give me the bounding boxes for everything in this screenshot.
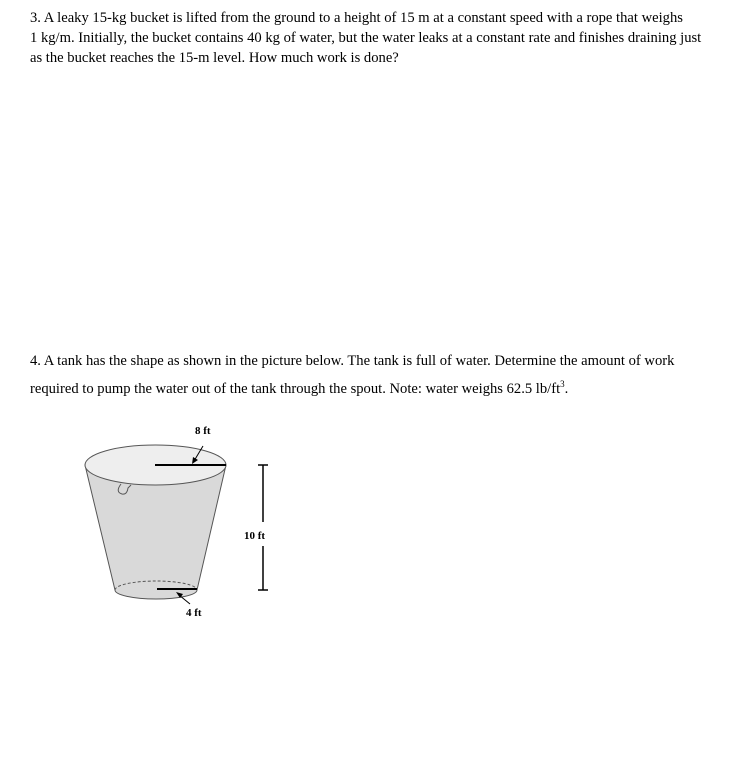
superscript: 3 — [560, 379, 565, 389]
top-radius-label: 8 ft — [195, 425, 211, 437]
period: . — [564, 380, 569, 397]
bottom-radius-label: 4 ft — [186, 607, 202, 619]
height-label: 10 ft — [244, 530, 266, 542]
problem-4-line-2-text: required to pump the water out of the tank through the spout. Note: water weighs 62.5 lb/ft — [30, 380, 561, 397]
problem-3-line-3: as the bucket reaches the 15-m level. How much work is done? — [30, 50, 399, 66]
problem-4-line-1: 4. A tank has the shape as shown in the picture below. The tank is full of water. Determine the amount of work — [30, 353, 675, 369]
height-dimension — [258, 465, 268, 590]
problem-3-line-2: 1 kg/m. Initially, the bucket contains 40 kg of water, but the water leaks at a constant rate and finishes draining just — [30, 30, 702, 46]
problem-3-line-1: 3. A leaky 15-kg bucket is lifted from the ground to a height of 15 m at a constant speed with a rope that weighs — [30, 10, 683, 26]
tank-body — [85, 445, 226, 604]
